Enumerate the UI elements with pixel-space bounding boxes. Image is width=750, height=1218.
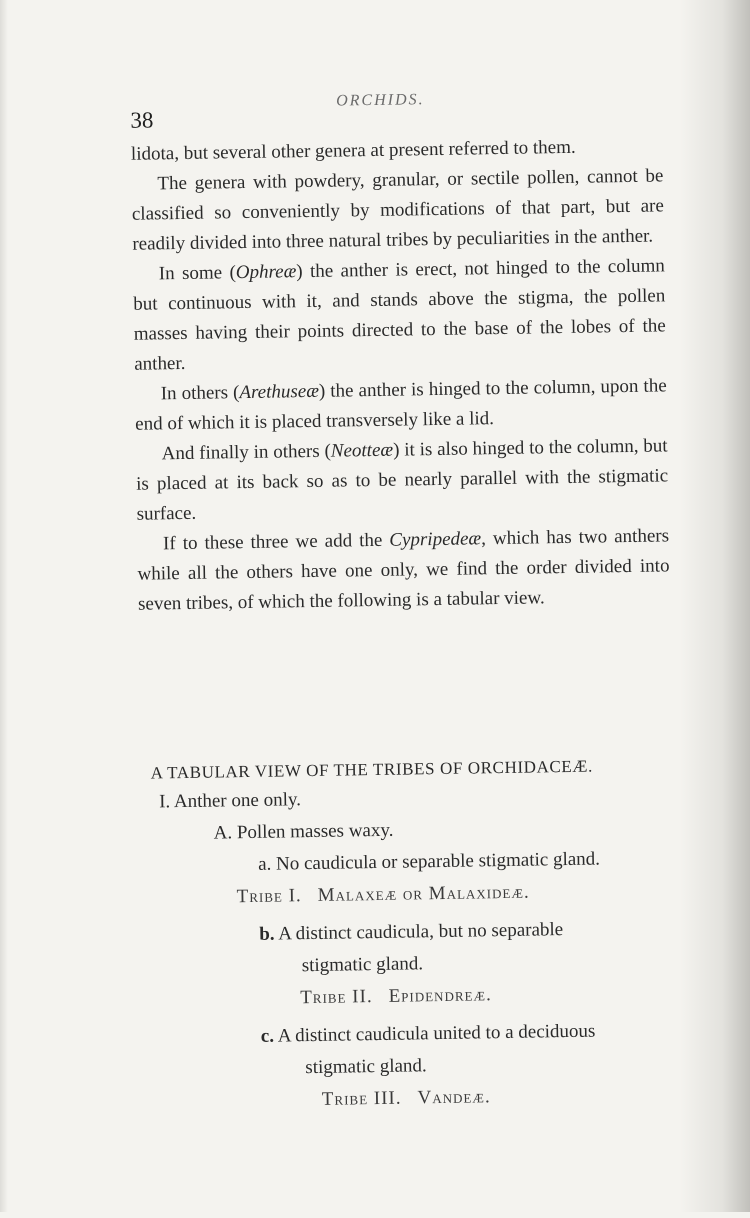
paragraph-2-text: The genera with powdery, granular, or sectile pollen, cannot be classified so conveniently by modifications of that part, but are readily divided into three natural tribes by peculiarities in the anther. — [131, 165, 665, 255]
paragraph-3-prefix: In some ( — [158, 262, 236, 285]
tribe-outline — [141, 783, 701, 1110]
item-b-line-2: stigmatic gland. — [301, 953, 424, 977]
outline-item-c — [261, 1021, 596, 1048]
tribe-3-label: Tribe III. — [321, 1087, 402, 1110]
tribe-3-name: Vandeæ. — [417, 1086, 491, 1109]
item-c-line-1: A distinct caudicula united to a deciduous — [277, 1020, 596, 1047]
paragraph-1-text: lidota, but several other genera at present referred to them. — [130, 136, 576, 165]
paragraph-6-suffix: , which has two anthers while all the others have one only, we find the order divided into seven tribes, of which the following is a tabular view. — [137, 525, 670, 615]
item-a-key: a. — [257, 853, 272, 875]
page-number: 38 — [130, 107, 154, 133]
outline-level-2: A. Pollen masses waxy. — [213, 819, 394, 844]
paragraph-3-italic: Ophreæ — [235, 261, 297, 284]
page-header — [130, 87, 663, 135]
tribe-3 — [322, 1086, 491, 1111]
paragraph-4-italic: Arethuseæ — [239, 380, 320, 404]
running-head: ORCHIDS. — [336, 91, 425, 110]
paragraph-5-italic: Neotteæ — [330, 439, 394, 462]
paragraph-6-prefix: If to these three we add the — [162, 529, 390, 555]
item-c-line-2: stigmatic gland. — [305, 1055, 427, 1079]
paragraph-6 — [137, 521, 670, 619]
table-title: A TABULAR VIEW OF THE TRIBES OF ORCHIDACEÆ. — [150, 756, 594, 783]
paragraph-4-suffix: ) the anther is hinged to the column, upon the end of which it is placed transversely like a lid. — [135, 375, 667, 435]
tribe-2-label: Tribe II. — [300, 986, 373, 1009]
paragraph-4 — [135, 371, 668, 439]
paragraph-6-italic: Cypripedeæ — [389, 528, 482, 551]
item-b-line-1: A distinct caudicula, but no separable — [278, 919, 564, 945]
item-b-key: b. — [259, 923, 275, 945]
tribe-1-name: Malaxeæ or Malaxideæ. — [317, 881, 530, 906]
tribe-1 — [236, 882, 529, 909]
item-a-text: No caudicula or separable stigmatic gland. — [275, 848, 601, 875]
paragraph-4-prefix: In others ( — [160, 382, 240, 405]
paragraph-5 — [135, 431, 668, 529]
paragraph-2 — [131, 161, 664, 259]
outline-level-1: I. Anther one only. — [158, 789, 302, 813]
body-text — [131, 131, 670, 619]
paragraph-5-suffix: ) it is also hinged to the column, but is placed at its back so as to be nearly parallel with the stigmatic surface. — [135, 435, 669, 525]
outline-item-b — [259, 919, 563, 946]
outline-item-a — [258, 848, 600, 875]
tribe-2 — [300, 984, 492, 1009]
paragraph-3 — [133, 251, 667, 379]
paragraph-5-prefix: And finally in others ( — [161, 440, 332, 465]
tribe-2-name: Epidendreæ. — [388, 984, 492, 1007]
tribe-1-label: Tribe I. — [236, 885, 302, 908]
item-c-key: c. — [260, 1025, 275, 1047]
paragraph-3-suffix: ) the anther is erect, not hinged to the column but continuous with it, and stands above the stigma, the pollen masses having their points directed to the base of the lobes of the anther. — [133, 255, 666, 375]
